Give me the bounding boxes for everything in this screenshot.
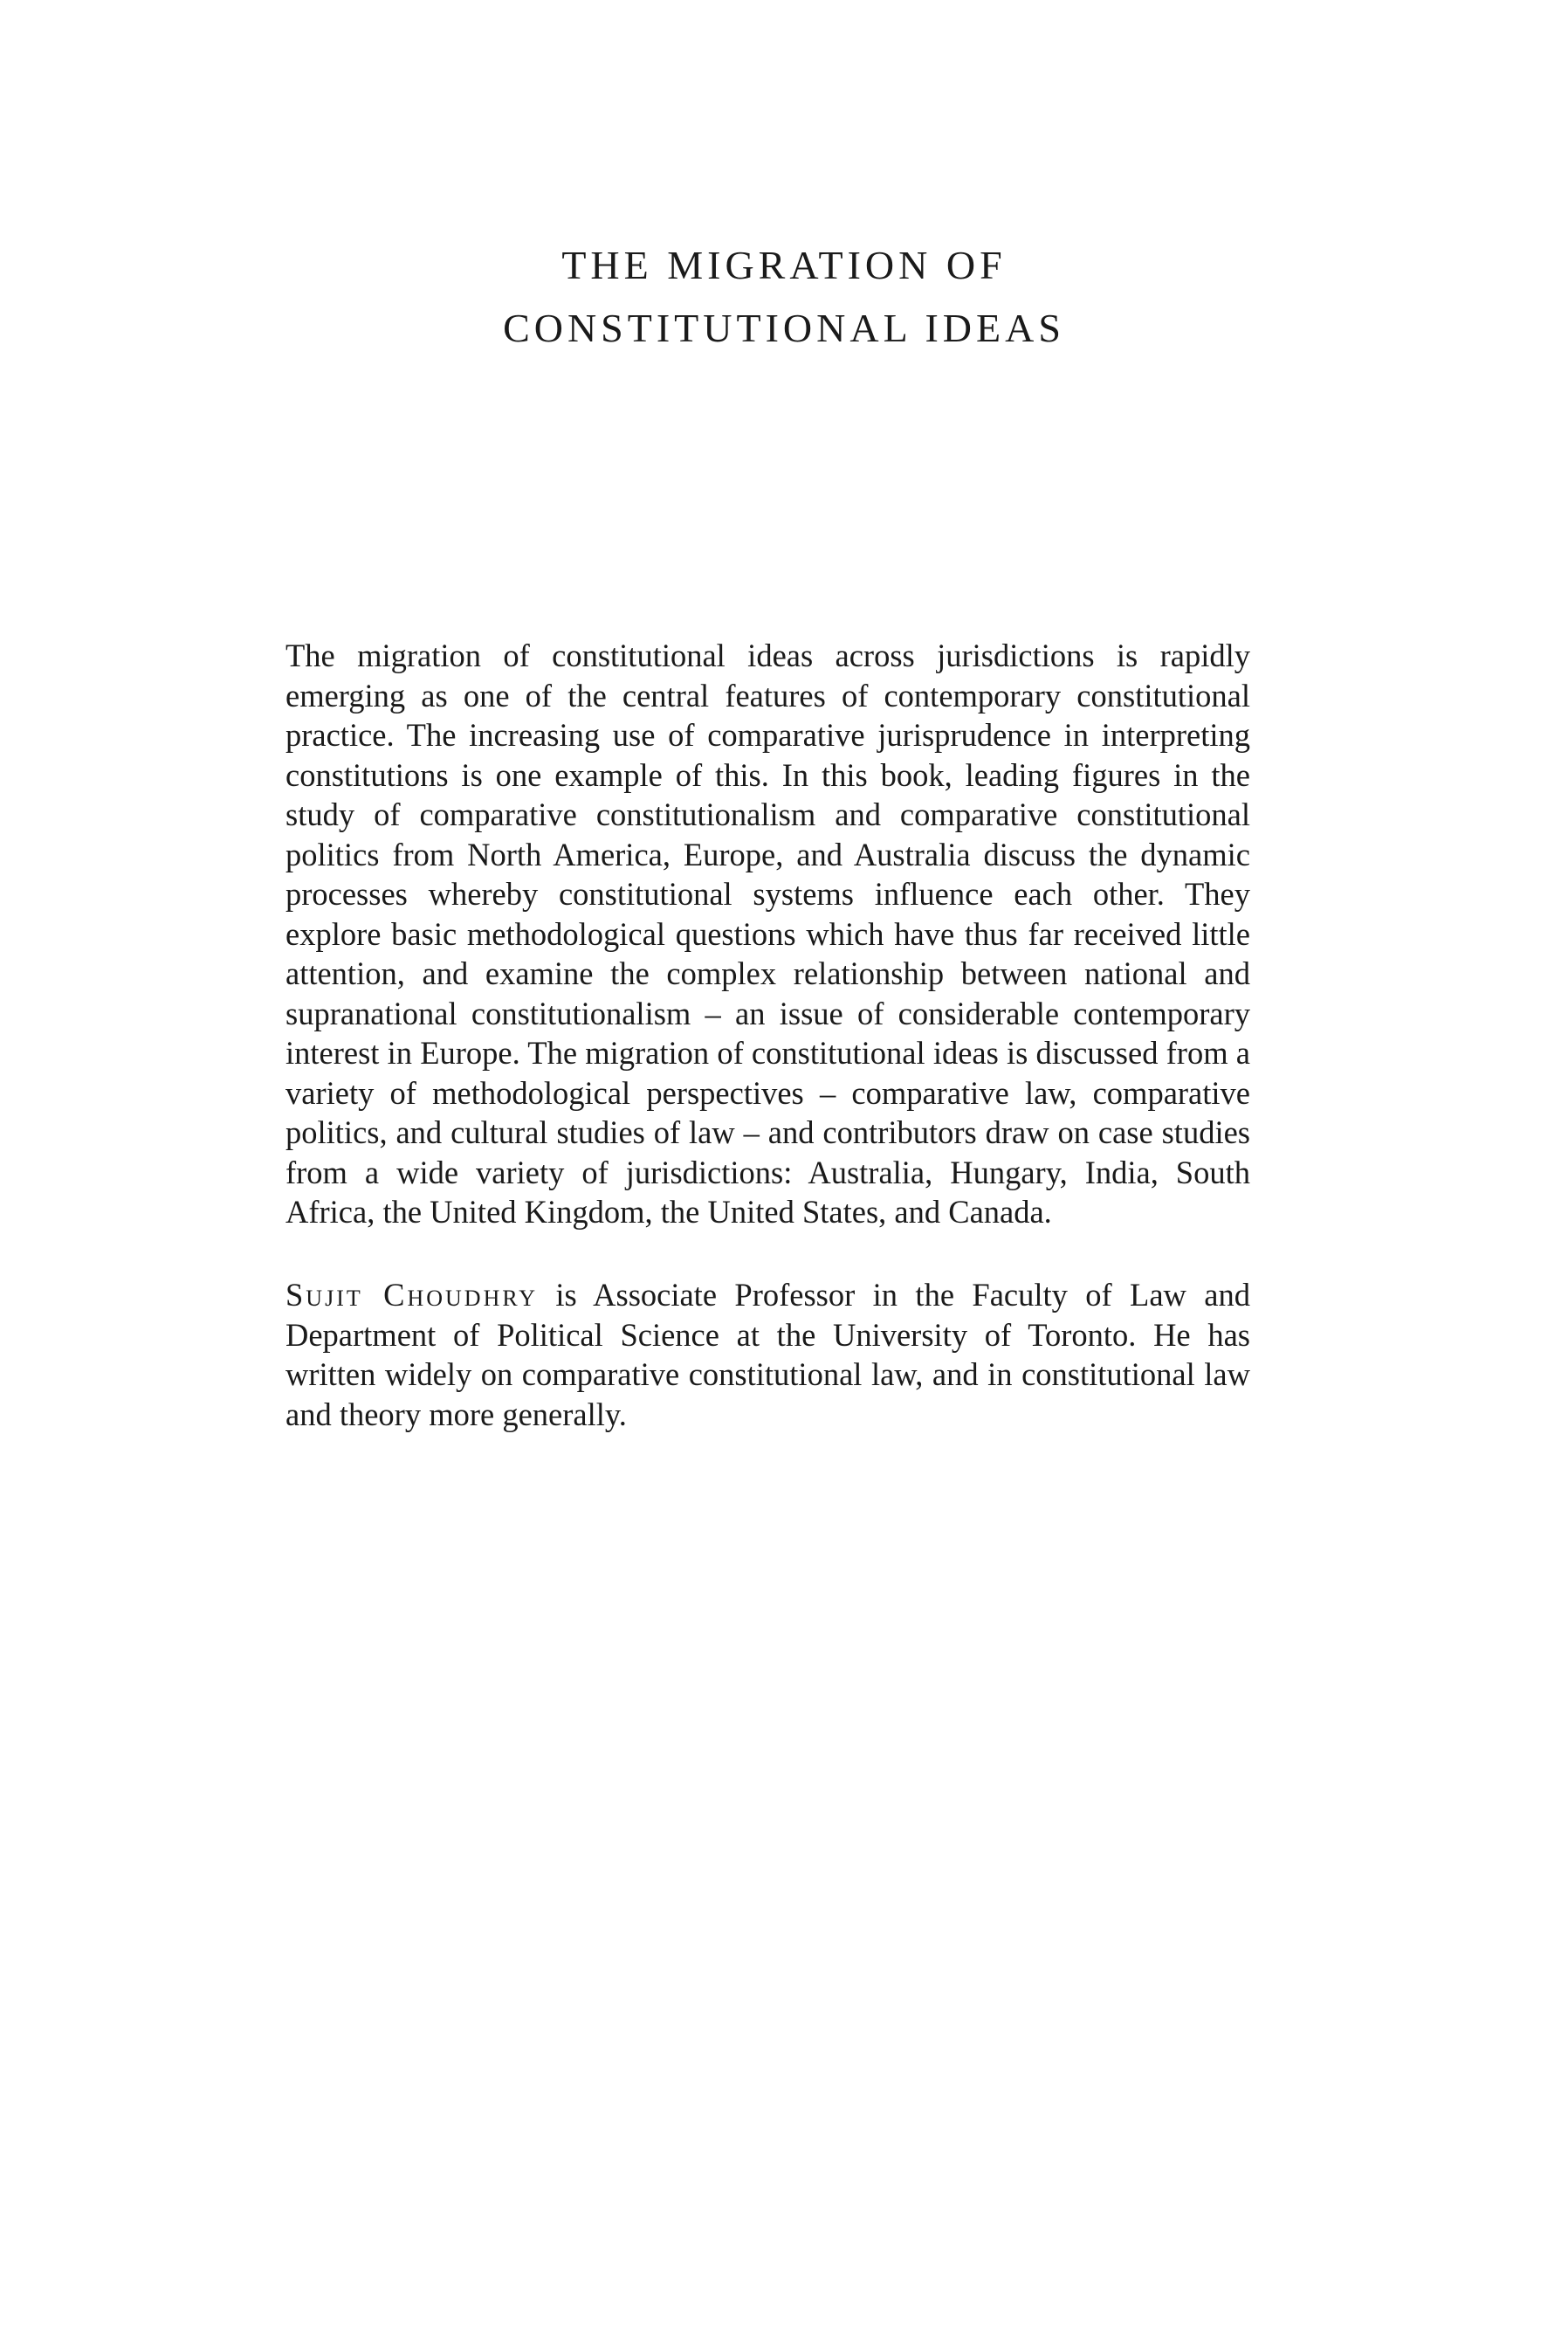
book-description: The migration of constitutional ideas across jurisdictions is rapidly emerging as one of the central features of contemporary constitutional practice. The increasing use of comparative jurisprudence in interpreting constitutions is one example of this. In this book, leading figures in the study of comparative constitutionalism and comparative constitutional politics from North America, Europe, and Australia discuss the dynamic processes whereby constitutional systems influence each other. They explore basic methodological questions which have thus far received little attention, and examine the complex relationship between national and supranational constitutionalism – an issue of considerable contemporary interest in Europe. The migration of constitutional ideas is discussed from a variety of methodological perspectives – comparative law, comparative politics, and cultural studies of law – and contributors draw on case studies from a wide variety of jurisdictions: Australia, Hungary, India, South Africa, the United Kingdom, the United States, and Canada. [285,638,1250,1230]
author-bio-text: is Associate Professor in the Faculty of Law and Department of Political Science at the University of Toronto. He has written widely on comparative constitutional law, and in constitutional law and theory more generally. [285,1277,1250,1432]
book-title-line-1: THE MIGRATION OF [561,243,1007,287]
book-title-line-2: CONSTITUTIONAL IDEAS [503,306,1065,350]
book-title [0,234,1568,360]
author-bio [285,1275,1250,1434]
author-name: Sujit Choudhry [285,1277,539,1313]
